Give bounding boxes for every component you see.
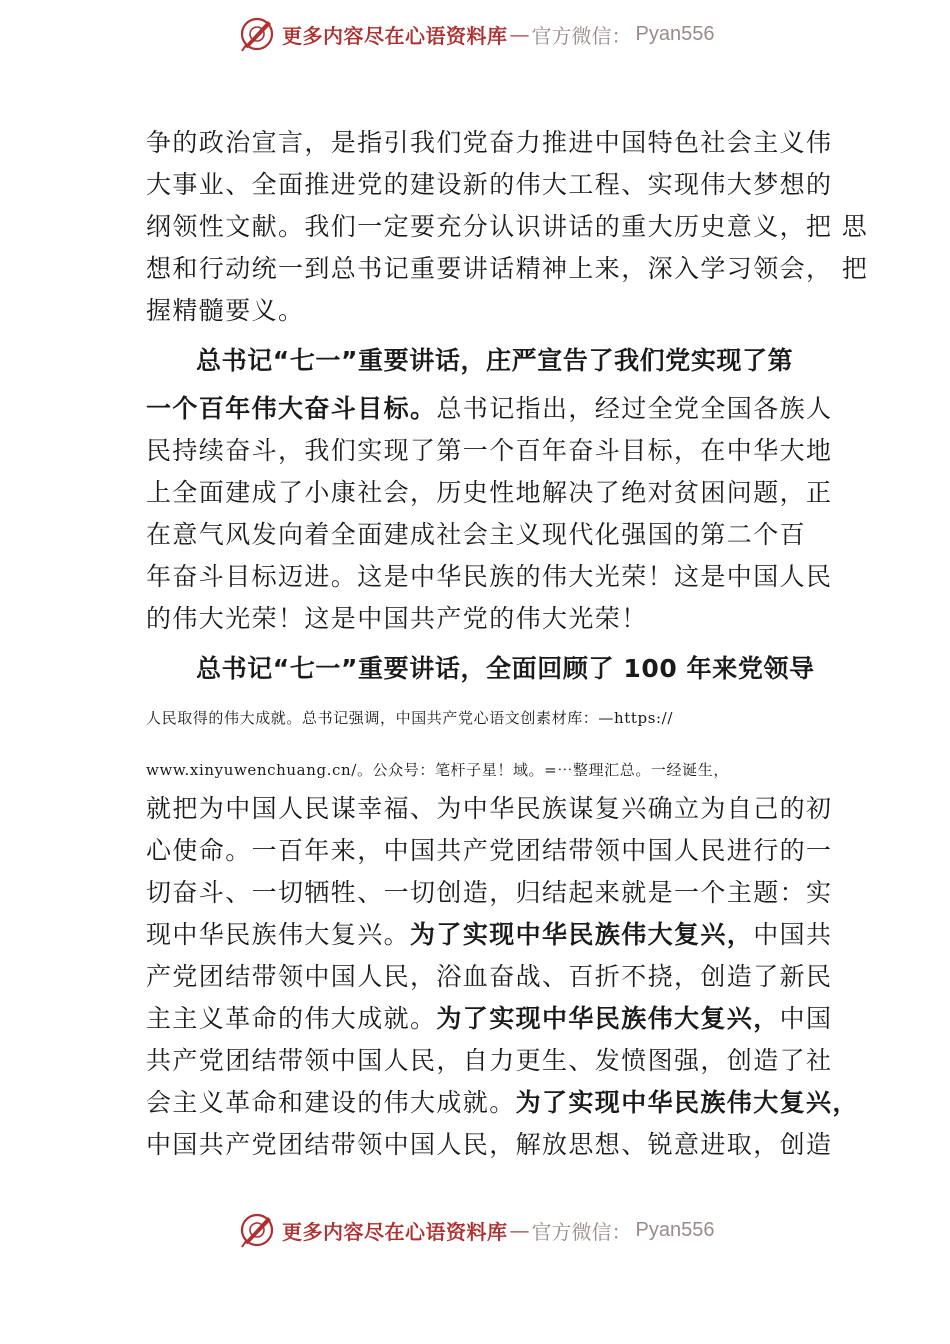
body-text: 中国共产党团结带领中国人民，解放思想、锐意进取，创造	[146, 1130, 833, 1159]
body-text: 中国共	[753, 920, 833, 949]
body-line	[146, 962, 832, 992]
watermark-line: www.xinyuwenchuang.cn/。公众号：笔杆子星！域。=⋯整理汇总。一经诞生，	[146, 761, 729, 779]
section-heading: 总书记“七一”重要讲话，庄严宣告了我们党实现了第	[196, 346, 794, 375]
banner-official-label: 官方微信：	[531, 23, 632, 48]
body-line: 握精髓要义。	[146, 296, 305, 325]
banner-dash: —	[509, 1218, 530, 1242]
banner-wechat-id: Pyan556	[635, 1218, 715, 1241]
body-text: 现中华民族伟大复兴。	[146, 920, 411, 949]
header-banner	[238, 14, 714, 54]
body-line: 争的政治宣言，是指引我们党奋力推进中国特色社会主义伟	[146, 128, 833, 157]
quill-logo-icon	[238, 15, 276, 53]
body-line	[146, 1088, 859, 1118]
body-line	[146, 878, 832, 908]
bold-phrase: 为了实现中华民族伟大复兴，	[436, 1004, 780, 1033]
body-line	[146, 1046, 832, 1076]
body-line: 民持续奋斗，我们实现了第一个百年奋斗目标，在中华大地	[146, 436, 833, 465]
footer-banner	[238, 1210, 714, 1250]
body-text: 产党团结带领中国人民，浴血奋战、百折不挠，创造了新民	[146, 962, 833, 991]
body-line: 纲领性文献。我们一定要充分认识讲话的重大历史意义，把 思	[146, 212, 869, 241]
body-text: 总书记指出，经过全党全国各族人	[436, 394, 833, 423]
body-text: 会主义革命和建设的伟大成就。	[146, 1088, 516, 1117]
body-line: 年奋斗目标迈进。这是中华民族的伟大光荣！这是中国人民	[146, 562, 833, 591]
body-line: 想和行动统一到总书记重要讲话精神上来，深入学习领会， 把	[146, 254, 869, 283]
body-text: 就把为中国人民谋幸福、为中华民族谋复兴确立为自己的初	[146, 794, 833, 823]
bold-phrase: 为了实现中华民族伟大复兴，	[410, 920, 754, 949]
body-line	[146, 920, 832, 950]
banner-official-label: 官方微信：	[531, 1219, 632, 1244]
body-line	[146, 836, 832, 866]
body-line: 的伟大光荣！这是中国共产党的伟大光荣！	[146, 604, 648, 633]
body-text: 主主义革命的伟大成就。	[146, 1004, 437, 1033]
heading-continuation: 一个百年伟大奋斗目标。	[146, 394, 437, 423]
body-text: 心使命。一百年来，中国共产党团结带领中国人民进行的一	[146, 836, 833, 865]
quill-logo-icon	[238, 1211, 276, 1249]
bold-phrase: 为了实现中华民族伟大复兴，	[515, 1088, 859, 1117]
banner-dash: —	[509, 22, 530, 46]
body-text: 中国	[779, 1004, 833, 1033]
banner-title: 更多内容尽在心语资料库	[282, 23, 508, 48]
body-line	[146, 794, 832, 824]
watermark-line: 人民取得的伟大成就。总书记强调，中国共产党心语文创素材库：—https://	[146, 709, 673, 727]
body-line	[146, 394, 832, 424]
section-heading: 总书记“七一”重要讲话，全面回顾了 100 年来党领导	[196, 654, 815, 683]
body-line: 大事业、全面推进党的建设新的伟大工程、实现伟大梦想的	[146, 170, 833, 199]
body-line: 上全面建成了小康社会，历史性地解决了绝对贫困问题，正	[146, 478, 833, 507]
body-line	[146, 1130, 832, 1160]
body-line: 在意气风发向着全面建成社会主义现代化强国的第二个百	[146, 520, 807, 549]
body-text: 切奋斗、一切牺牲、一切创造，归结起来就是一个主题：实	[146, 878, 833, 907]
body-line	[146, 1004, 832, 1034]
banner-title: 更多内容尽在心语资料库	[282, 1219, 508, 1244]
banner-wechat-id: Pyan556	[635, 22, 715, 45]
body-text: 共产党团结带领中国人民，自力更生、发愤图强，创造了社	[146, 1046, 833, 1075]
